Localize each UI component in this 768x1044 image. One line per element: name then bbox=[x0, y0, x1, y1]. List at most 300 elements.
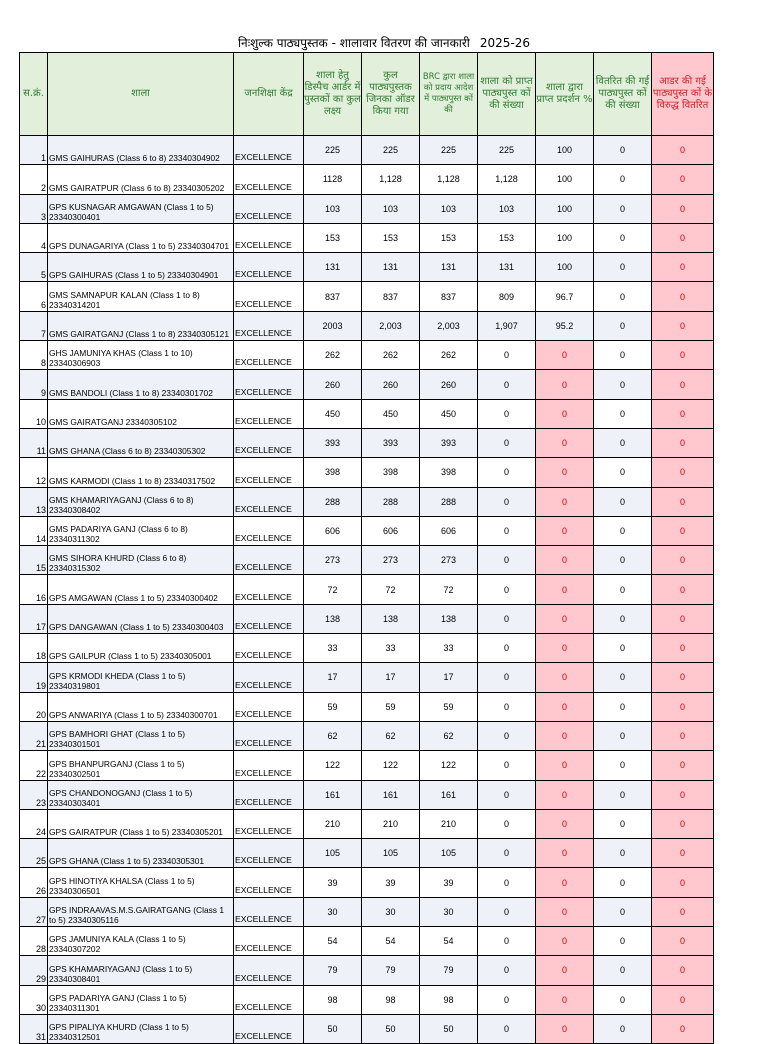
cell-ordered: 2,003 bbox=[362, 311, 420, 340]
cell-against: 0 bbox=[652, 985, 714, 1014]
cell-ordered: 606 bbox=[362, 516, 420, 545]
cell-distributed: 0 bbox=[594, 927, 652, 956]
cell-distributed: 0 bbox=[594, 956, 652, 985]
cell-school: GMS GAIRATGANJ (Class 1 to 8) 23340305121 bbox=[48, 311, 234, 340]
cell-school: GPS DANGAWAN (Class 1 to 5) 23340300403 bbox=[48, 604, 234, 633]
cell-school: GPS GAILPUR (Class 1 to 5) 23340305001 bbox=[48, 634, 234, 663]
cell-received: 0 bbox=[478, 897, 536, 926]
cell-sno: 20 bbox=[20, 692, 48, 721]
cell-distributed: 0 bbox=[594, 341, 652, 370]
header-target: शाला हेतु डिस्पैच आर्डर में पुस्तकों का कुल लक्ष्य bbox=[304, 53, 362, 136]
cell-sno: 27 bbox=[20, 897, 48, 926]
cell-center: EXCELLENCE bbox=[234, 985, 304, 1014]
cell-target: 1128 bbox=[304, 165, 362, 194]
cell-distributed: 0 bbox=[594, 575, 652, 604]
cell-sno: 13 bbox=[20, 487, 48, 516]
cell-distributed: 0 bbox=[594, 194, 652, 223]
cell-ordered: 837 bbox=[362, 282, 420, 311]
cell-center: EXCELLENCE bbox=[234, 311, 304, 340]
cell-target: 398 bbox=[304, 458, 362, 487]
table-row bbox=[20, 956, 714, 985]
header-received: शाला को प्राप्त पाठ्यपुस्त कों की संख्या bbox=[478, 53, 536, 136]
cell-school: GMS PADARIYA GANJ (Class 6 to 8) 23340311302 bbox=[48, 516, 234, 545]
cell-ordered: 153 bbox=[362, 223, 420, 252]
cell-center: EXCELLENCE bbox=[234, 458, 304, 487]
cell-percent: 0 bbox=[536, 370, 594, 399]
cell-school: GMS GAIRATPUR (Class 6 to 8) 23340305202 bbox=[48, 165, 234, 194]
cell-against: 0 bbox=[652, 253, 714, 282]
cell-brc: 54 bbox=[420, 927, 478, 956]
cell-target: 59 bbox=[304, 692, 362, 721]
cell-percent: 0 bbox=[536, 897, 594, 926]
cell-target: 210 bbox=[304, 809, 362, 838]
cell-ordered: 273 bbox=[362, 546, 420, 575]
cell-against: 0 bbox=[652, 575, 714, 604]
cell-school: GMS SIHORA KHURD (Class 6 to 8) 23340315302 bbox=[48, 546, 234, 575]
cell-target: 837 bbox=[304, 282, 362, 311]
cell-center: EXCELLENCE bbox=[234, 399, 304, 428]
cell-sno: 31 bbox=[20, 1014, 48, 1043]
cell-center: EXCELLENCE bbox=[234, 282, 304, 311]
table-row bbox=[20, 516, 714, 545]
header-school: शाला bbox=[48, 53, 234, 136]
cell-brc: 450 bbox=[420, 399, 478, 428]
cell-against: 0 bbox=[652, 897, 714, 926]
cell-against: 0 bbox=[652, 516, 714, 545]
table-row bbox=[20, 458, 714, 487]
cell-percent: 0 bbox=[536, 780, 594, 809]
cell-distributed: 0 bbox=[594, 282, 652, 311]
cell-received: 0 bbox=[478, 604, 536, 633]
cell-center: EXCELLENCE bbox=[234, 487, 304, 516]
cell-center: EXCELLENCE bbox=[234, 809, 304, 838]
header-row bbox=[20, 53, 714, 136]
table-row bbox=[20, 575, 714, 604]
cell-brc: 103 bbox=[420, 194, 478, 223]
cell-against: 0 bbox=[652, 868, 714, 897]
cell-school: GPS KHAMARIYAGANJ (Class 1 to 5) 23340308401 bbox=[48, 956, 234, 985]
cell-brc: 122 bbox=[420, 751, 478, 780]
header-sno: स.क्रं. bbox=[20, 53, 48, 136]
cell-received: 0 bbox=[478, 428, 536, 457]
cell-brc: 72 bbox=[420, 575, 478, 604]
cell-against: 0 bbox=[652, 809, 714, 838]
table-row bbox=[20, 985, 714, 1014]
cell-against: 0 bbox=[652, 927, 714, 956]
cell-received: 1,128 bbox=[478, 165, 536, 194]
cell-school: GPS PIPALIYA KHURD (Class 1 to 5) 23340312501 bbox=[48, 1014, 234, 1043]
header-percent: शाला द्वारा प्राप्त प्रदर्शन % bbox=[536, 53, 594, 136]
header-ordered: कुल पाठ्यपुस्तक जिनका ऑडर किया गया bbox=[362, 53, 420, 136]
cell-received: 0 bbox=[478, 399, 536, 428]
cell-distributed: 0 bbox=[594, 985, 652, 1014]
cell-percent: 0 bbox=[536, 927, 594, 956]
cell-brc: 59 bbox=[420, 692, 478, 721]
cell-school: GPS DUNAGARIYA (Class 1 to 5) 23340304701 bbox=[48, 223, 234, 252]
cell-sno: 19 bbox=[20, 663, 48, 692]
cell-target: 262 bbox=[304, 341, 362, 370]
cell-school: GMS GHANA (Class 6 to 8) 23340305302 bbox=[48, 428, 234, 457]
cell-sno: 17 bbox=[20, 604, 48, 633]
cell-school: GPS KUSNAGAR AMGAWAN (Class 1 to 5) 23340300401 bbox=[48, 194, 234, 223]
cell-school: GHS JAMUNIYA KHAS (Class 1 to 10) 23340306903 bbox=[48, 341, 234, 370]
cell-center: EXCELLENCE bbox=[234, 956, 304, 985]
cell-against: 0 bbox=[652, 1014, 714, 1043]
cell-brc: 39 bbox=[420, 868, 478, 897]
cell-distributed: 0 bbox=[594, 809, 652, 838]
cell-sno: 30 bbox=[20, 985, 48, 1014]
cell-ordered: 260 bbox=[362, 370, 420, 399]
table-row bbox=[20, 311, 714, 340]
cell-sno: 5 bbox=[20, 253, 48, 282]
cell-sno: 7 bbox=[20, 311, 48, 340]
cell-against: 0 bbox=[652, 370, 714, 399]
cell-target: 17 bbox=[304, 663, 362, 692]
cell-percent: 0 bbox=[536, 1014, 594, 1043]
cell-sno: 11 bbox=[20, 428, 48, 457]
cell-sno: 22 bbox=[20, 751, 48, 780]
cell-sno: 14 bbox=[20, 516, 48, 545]
cell-against: 0 bbox=[652, 839, 714, 868]
cell-brc: 79 bbox=[420, 956, 478, 985]
table-row bbox=[20, 194, 714, 223]
cell-received: 103 bbox=[478, 194, 536, 223]
cell-received: 0 bbox=[478, 1014, 536, 1043]
table-row bbox=[20, 282, 714, 311]
cell-against: 0 bbox=[652, 311, 714, 340]
cell-against: 0 bbox=[652, 428, 714, 457]
distribution-table bbox=[19, 52, 714, 1044]
cell-received: 0 bbox=[478, 663, 536, 692]
cell-against: 0 bbox=[652, 341, 714, 370]
cell-received: 0 bbox=[478, 956, 536, 985]
cell-school: GMS GAIHURAS (Class 6 to 8) 23340304902 bbox=[48, 136, 234, 165]
cell-brc: 50 bbox=[420, 1014, 478, 1043]
table-row bbox=[20, 692, 714, 721]
cell-percent: 0 bbox=[536, 458, 594, 487]
cell-received: 131 bbox=[478, 253, 536, 282]
cell-brc: 98 bbox=[420, 985, 478, 1014]
table-row bbox=[20, 487, 714, 516]
cell-received: 1,907 bbox=[478, 311, 536, 340]
table-row bbox=[20, 897, 714, 926]
cell-brc: 161 bbox=[420, 780, 478, 809]
cell-ordered: 450 bbox=[362, 399, 420, 428]
cell-target: 138 bbox=[304, 604, 362, 633]
cell-ordered: 59 bbox=[362, 692, 420, 721]
table-row bbox=[20, 165, 714, 194]
cell-brc: 33 bbox=[420, 634, 478, 663]
table-row bbox=[20, 927, 714, 956]
cell-school: GPS JAMUNIYA KALA (Class 1 to 5) 23340307202 bbox=[48, 927, 234, 956]
title-year: 2025-26 bbox=[479, 36, 531, 50]
cell-center: EXCELLENCE bbox=[234, 634, 304, 663]
cell-distributed: 0 bbox=[594, 487, 652, 516]
cell-target: 33 bbox=[304, 634, 362, 663]
cell-school: GMS SAMNAPUR KALAN (Class 1 to 8) 23340314201 bbox=[48, 282, 234, 311]
cell-school: GPS INDRAAVAS.M.S.GAIRATGANG (Class 1 to 5) 23340305116 bbox=[48, 897, 234, 926]
table-body bbox=[20, 136, 714, 1044]
cell-brc: 606 bbox=[420, 516, 478, 545]
cell-received: 0 bbox=[478, 634, 536, 663]
cell-received: 0 bbox=[478, 839, 536, 868]
cell-target: 393 bbox=[304, 428, 362, 457]
cell-distributed: 0 bbox=[594, 370, 652, 399]
cell-percent: 0 bbox=[536, 399, 594, 428]
cell-against: 0 bbox=[652, 282, 714, 311]
cell-ordered: 210 bbox=[362, 809, 420, 838]
table-row bbox=[20, 399, 714, 428]
cell-against: 0 bbox=[652, 546, 714, 575]
cell-brc: 2,003 bbox=[420, 311, 478, 340]
cell-ordered: 262 bbox=[362, 341, 420, 370]
cell-center: EXCELLENCE bbox=[234, 223, 304, 252]
cell-brc: 17 bbox=[420, 663, 478, 692]
cell-target: 103 bbox=[304, 194, 362, 223]
cell-received: 0 bbox=[478, 809, 536, 838]
cell-percent: 0 bbox=[536, 868, 594, 897]
cell-ordered: 398 bbox=[362, 458, 420, 487]
cell-received: 153 bbox=[478, 223, 536, 252]
cell-target: 72 bbox=[304, 575, 362, 604]
cell-sno: 23 bbox=[20, 780, 48, 809]
table-row bbox=[20, 546, 714, 575]
cell-target: 288 bbox=[304, 487, 362, 516]
cell-ordered: 54 bbox=[362, 927, 420, 956]
cell-sno: 15 bbox=[20, 546, 48, 575]
cell-sno: 16 bbox=[20, 575, 48, 604]
cell-distributed: 0 bbox=[594, 546, 652, 575]
cell-received: 809 bbox=[478, 282, 536, 311]
cell-distributed: 0 bbox=[594, 868, 652, 897]
cell-school: GPS GHANA (Class 1 to 5) 23340305301 bbox=[48, 839, 234, 868]
cell-center: EXCELLENCE bbox=[234, 341, 304, 370]
cell-school: GMS KHAMARIYAGANJ (Class 6 to 8) 23340308402 bbox=[48, 487, 234, 516]
cell-target: 39 bbox=[304, 868, 362, 897]
cell-received: 0 bbox=[478, 341, 536, 370]
cell-ordered: 1,128 bbox=[362, 165, 420, 194]
cell-school: GPS ANWARIYA (Class 1 to 5) 23340300701 bbox=[48, 692, 234, 721]
cell-distributed: 0 bbox=[594, 1014, 652, 1043]
cell-percent: 0 bbox=[536, 487, 594, 516]
cell-center: EXCELLENCE bbox=[234, 1014, 304, 1043]
table-row bbox=[20, 868, 714, 897]
table-row bbox=[20, 809, 714, 838]
cell-brc: 30 bbox=[420, 897, 478, 926]
cell-received: 0 bbox=[478, 575, 536, 604]
cell-percent: 0 bbox=[536, 575, 594, 604]
cell-brc: 273 bbox=[420, 546, 478, 575]
table-row bbox=[20, 839, 714, 868]
cell-center: EXCELLENCE bbox=[234, 604, 304, 633]
cell-school: GPS GAIRATPUR (Class 1 to 5) 23340305201 bbox=[48, 809, 234, 838]
cell-brc: 260 bbox=[420, 370, 478, 399]
cell-percent: 0 bbox=[536, 428, 594, 457]
cell-target: 54 bbox=[304, 927, 362, 956]
cell-sno: 3 bbox=[20, 194, 48, 223]
cell-percent: 0 bbox=[536, 956, 594, 985]
cell-target: 260 bbox=[304, 370, 362, 399]
cell-received: 0 bbox=[478, 985, 536, 1014]
cell-center: EXCELLENCE bbox=[234, 839, 304, 868]
cell-center: EXCELLENCE bbox=[234, 428, 304, 457]
cell-sno: 12 bbox=[20, 458, 48, 487]
cell-target: 450 bbox=[304, 399, 362, 428]
cell-percent: 0 bbox=[536, 604, 594, 633]
cell-received: 225 bbox=[478, 136, 536, 165]
cell-sno: 2 bbox=[20, 165, 48, 194]
cell-center: EXCELLENCE bbox=[234, 575, 304, 604]
cell-center: EXCELLENCE bbox=[234, 692, 304, 721]
cell-brc: 398 bbox=[420, 458, 478, 487]
cell-center: EXCELLENCE bbox=[234, 897, 304, 926]
cell-against: 0 bbox=[652, 751, 714, 780]
cell-center: EXCELLENCE bbox=[234, 165, 304, 194]
cell-against: 0 bbox=[652, 487, 714, 516]
cell-received: 0 bbox=[478, 927, 536, 956]
cell-target: 62 bbox=[304, 721, 362, 750]
table-row bbox=[20, 253, 714, 282]
cell-received: 0 bbox=[478, 546, 536, 575]
cell-sno: 28 bbox=[20, 927, 48, 956]
cell-received: 0 bbox=[478, 487, 536, 516]
cell-ordered: 50 bbox=[362, 1014, 420, 1043]
cell-received: 0 bbox=[478, 780, 536, 809]
cell-ordered: 17 bbox=[362, 663, 420, 692]
cell-sno: 1 bbox=[20, 136, 48, 165]
cell-percent: 0 bbox=[536, 809, 594, 838]
cell-target: 273 bbox=[304, 546, 362, 575]
cell-target: 50 bbox=[304, 1014, 362, 1043]
cell-sno: 21 bbox=[20, 721, 48, 750]
cell-distributed: 0 bbox=[594, 253, 652, 282]
cell-ordered: 131 bbox=[362, 253, 420, 282]
cell-school: GPS HINOTIYA KHALSA (Class 1 to 5) 23340306501 bbox=[48, 868, 234, 897]
table-row bbox=[20, 604, 714, 633]
table-row bbox=[20, 341, 714, 370]
cell-school: GMS KARMODI (Class 1 to 8) 23340317502 bbox=[48, 458, 234, 487]
cell-received: 0 bbox=[478, 721, 536, 750]
cell-sno: 24 bbox=[20, 809, 48, 838]
cell-center: EXCELLENCE bbox=[234, 868, 304, 897]
cell-percent: 0 bbox=[536, 721, 594, 750]
cell-ordered: 225 bbox=[362, 136, 420, 165]
cell-ordered: 62 bbox=[362, 721, 420, 750]
cell-percent: 95.2 bbox=[536, 311, 594, 340]
cell-target: 606 bbox=[304, 516, 362, 545]
cell-sno: 4 bbox=[20, 223, 48, 252]
cell-target: 105 bbox=[304, 839, 362, 868]
header-brc: BRC द्वारा शाला को प्रदाय आदेश में पाठ्यपुस्त कों की bbox=[420, 53, 478, 136]
cell-against: 0 bbox=[652, 223, 714, 252]
cell-distributed: 0 bbox=[594, 692, 652, 721]
cell-school: GPS PADARIYA GANJ (Class 1 to 5) 23340311301 bbox=[48, 985, 234, 1014]
cell-against: 0 bbox=[652, 780, 714, 809]
cell-against: 0 bbox=[652, 136, 714, 165]
cell-target: 122 bbox=[304, 751, 362, 780]
cell-percent: 0 bbox=[536, 839, 594, 868]
cell-percent: 0 bbox=[536, 663, 594, 692]
cell-distributed: 0 bbox=[594, 751, 652, 780]
cell-brc: 1,128 bbox=[420, 165, 478, 194]
cell-received: 0 bbox=[478, 516, 536, 545]
cell-center: EXCELLENCE bbox=[234, 663, 304, 692]
cell-distributed: 0 bbox=[594, 897, 652, 926]
cell-received: 0 bbox=[478, 692, 536, 721]
cell-school: GPS KRMODI KHEDA (Class 1 to 5) 23340319801 bbox=[48, 663, 234, 692]
cell-against: 0 bbox=[652, 663, 714, 692]
cell-against: 0 bbox=[652, 604, 714, 633]
cell-distributed: 0 bbox=[594, 663, 652, 692]
cell-brc: 262 bbox=[420, 341, 478, 370]
cell-brc: 138 bbox=[420, 604, 478, 633]
cell-distributed: 0 bbox=[594, 780, 652, 809]
cell-brc: 393 bbox=[420, 428, 478, 457]
table-row bbox=[20, 780, 714, 809]
cell-ordered: 103 bbox=[362, 194, 420, 223]
cell-distributed: 0 bbox=[594, 516, 652, 545]
cell-school: GMS GAIRATGANJ 23340305102 bbox=[48, 399, 234, 428]
cell-school: GPS GAIHURAS (Class 1 to 5) 23340304901 bbox=[48, 253, 234, 282]
cell-ordered: 161 bbox=[362, 780, 420, 809]
cell-school: GMS BANDOLI (Class 1 to 8) 23340301702 bbox=[48, 370, 234, 399]
cell-percent: 100 bbox=[536, 165, 594, 194]
cell-school: GPS BAMHORI GHAT (Class 1 to 5) 23340301501 bbox=[48, 721, 234, 750]
cell-school: GPS BHANPURGANJ (Class 1 to 5) 23340302501 bbox=[48, 751, 234, 780]
cell-brc: 131 bbox=[420, 253, 478, 282]
cell-ordered: 288 bbox=[362, 487, 420, 516]
cell-percent: 0 bbox=[536, 692, 594, 721]
cell-percent: 0 bbox=[536, 546, 594, 575]
cell-brc: 288 bbox=[420, 487, 478, 516]
cell-received: 0 bbox=[478, 370, 536, 399]
cell-distributed: 0 bbox=[594, 223, 652, 252]
cell-percent: 0 bbox=[536, 516, 594, 545]
cell-school: GPS CHANDONOGANJ (Class 1 to 5) 23340303401 bbox=[48, 780, 234, 809]
cell-against: 0 bbox=[652, 194, 714, 223]
cell-against: 0 bbox=[652, 165, 714, 194]
cell-ordered: 98 bbox=[362, 985, 420, 1014]
table-row bbox=[20, 663, 714, 692]
cell-sno: 29 bbox=[20, 956, 48, 985]
cell-distributed: 0 bbox=[594, 136, 652, 165]
cell-against: 0 bbox=[652, 458, 714, 487]
cell-received: 0 bbox=[478, 868, 536, 897]
cell-distributed: 0 bbox=[594, 604, 652, 633]
cell-sno: 6 bbox=[20, 282, 48, 311]
page-title bbox=[0, 34, 768, 51]
cell-ordered: 393 bbox=[362, 428, 420, 457]
table-row bbox=[20, 751, 714, 780]
table-row bbox=[20, 223, 714, 252]
cell-distributed: 0 bbox=[594, 634, 652, 663]
table-row bbox=[20, 370, 714, 399]
cell-ordered: 138 bbox=[362, 604, 420, 633]
table-row bbox=[20, 428, 714, 457]
cell-center: EXCELLENCE bbox=[234, 751, 304, 780]
cell-brc: 105 bbox=[420, 839, 478, 868]
cell-ordered: 30 bbox=[362, 897, 420, 926]
table-row bbox=[20, 136, 714, 165]
cell-sno: 25 bbox=[20, 839, 48, 868]
cell-brc: 210 bbox=[420, 809, 478, 838]
cell-against: 0 bbox=[652, 956, 714, 985]
cell-percent: 100 bbox=[536, 136, 594, 165]
cell-ordered: 72 bbox=[362, 575, 420, 604]
cell-distributed: 0 bbox=[594, 399, 652, 428]
cell-target: 79 bbox=[304, 956, 362, 985]
cell-percent: 0 bbox=[536, 751, 594, 780]
